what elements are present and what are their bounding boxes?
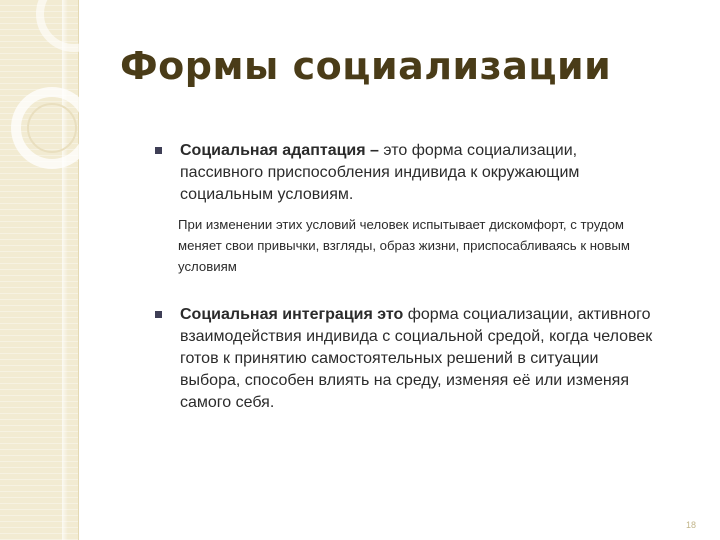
slide-title: Формы социализации [120, 44, 612, 88]
decorative-circle-top [40, 0, 108, 48]
square-bullet-icon [155, 147, 162, 154]
bullet-definition: форма социализации, активного взаимодействия индивида с социальной средой, когда человек готов к принятию самостоятельных решений в ситуации выбора, способен влиять на среду, изменяя её или изменяя самого себя. [180, 306, 653, 411]
adaptation-note: При изменении этих условий человек испытывает дискомфорт, с трудом меняет свои привычки, взгляды, образ жизни, приспосабливаясь к новым условиям [178, 217, 630, 274]
square-bullet-icon [155, 311, 162, 318]
bullet-text [180, 304, 655, 414]
bullet-term: Социальная адаптация – [180, 142, 379, 159]
decorative-circle-large [16, 92, 88, 164]
decorative-circles [0, 0, 160, 200]
bullet-text [180, 140, 655, 206]
bullet-social-integration [155, 304, 655, 414]
slide-number: 18 [686, 520, 697, 530]
bullet-definition: это форма социализации, пассивного приспособления индивида к окружающим социальным условиям. [180, 142, 580, 203]
bullet-social-adaptation [155, 140, 655, 206]
bullet-term: Социальная интеграция это [180, 306, 404, 323]
decorative-circle-inner [28, 104, 76, 152]
